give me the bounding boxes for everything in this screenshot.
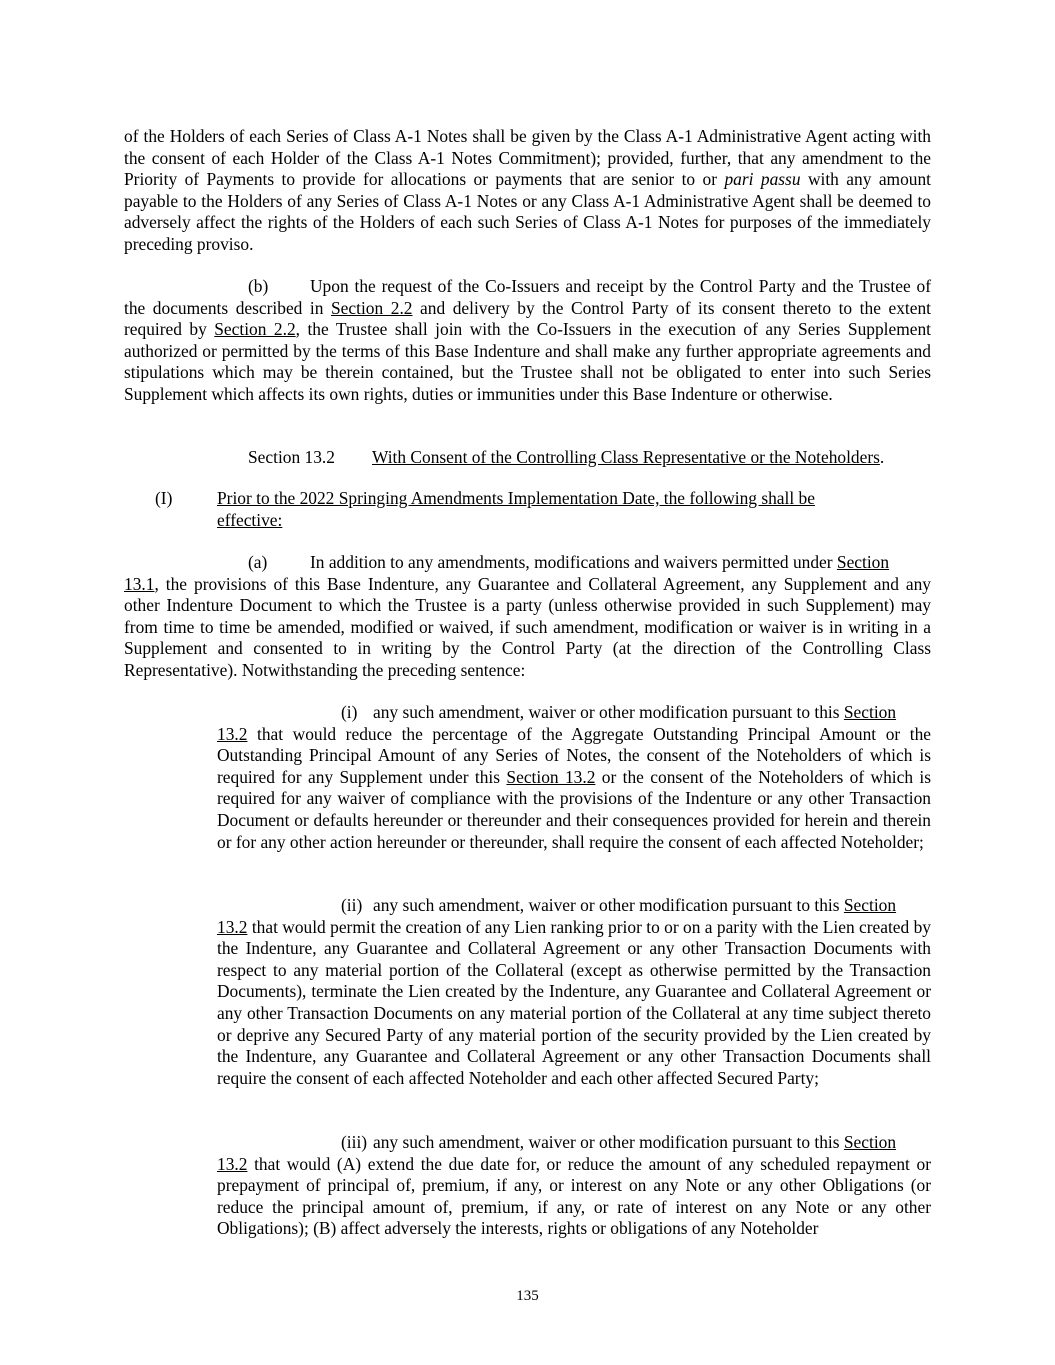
section-reference: Section 2.2	[331, 297, 413, 318]
page-number: 135	[516, 1288, 539, 1304]
clause-label: (ii)	[341, 895, 363, 915]
clause-i: (i) any such amendment, waiver or other modification pursuant to this Section 13.2 that would reduce the percentage of the Aggregate Outstanding Principal Amount or the Outstanding Principal Amount of any Series of Notes, the consent of the Noteholders of which is required for any Supplement under this Section 13.2 or the consent of the Noteholders of which is required for any waiver of compliance with the provisions of the Indenture or any other Transaction Document or defaults hereunder or thereunder and their consequences provided for herein and therein or for any other action hereunder or thereunder, shall require the consent of each affected Noteholder;	[217, 702, 931, 852]
paragraph-continuation: of the Holders of each Series of Class A-1 Notes shall be given by the Class A-1 Administrative Agent acting with the consent of each Holder of the Class A-1 Notes Commitment); provided, further, that any amendment to the Priority of Payments to provide for allocations or payments that are senior to or pari passu with any amount payable to the Holders of any Series of Class A-1 Notes or any Class A-1 Administrative Agent shall be deemed to adversely affect the rights of the Holders of each such Series of Class A-1 Notes for purposes of the immediately preceding proviso.	[124, 126, 932, 254]
paragraph-a: (a) In addition to any amendments, modifications and waivers permitted under Section 13.1, the provisions of this Base Indenture, any Guarantee and Collateral Agreement, any Supplement and any other Indenture Document to which the Trustee is a party (unless otherwise provided in such Supplement) may from time to time be amended, modified or waived, if such amendment, modification or waiver is in writing in a Supplement and consented to in writing by the Control Party (at the direction of the Controlling Class Representative). Notwithstanding the preceding sentence:	[124, 552, 931, 680]
section-reference: Section	[836, 552, 890, 572]
section-reference: 13.2	[217, 916, 248, 937]
paragraph-b: (b) Upon the request of the Co-Issuers and receipt by the Control Party and the Trustee of the documents described in Section 2.2 and delivery by the Control Party of its consent thereto to the extent required by Section 2.2, the Trustee shall join with the Co-Issuers in the execution of any Series Supplement authorized or permitted by the terms of this Base Indenture and shall make any further appropriate agreements and stipulations which may be therein contained, but the Trustee shall not be obligated to enter into such Series Supplement which affects its own rights, duties or immunities under this Base Indenture or otherwise.	[124, 276, 931, 404]
section-reference: 13.2	[217, 1153, 248, 1174]
section-reference: Section 2.2	[214, 319, 296, 340]
section-reference: Section	[843, 702, 897, 722]
roman-subsection-label: (I)	[155, 488, 173, 508]
section-number: Section 13.2	[248, 447, 335, 467]
clause-iii: (iii) any such amendment, waiver or other modification pursuant to this Section 13.2 that would (A) extend the due date for, or reduce the amount of any scheduled repayment or prepayment of principal of, premium, if any, or interest on any Note or any other Obligations (or reduce the principal amount of, premium, if any, or rate of interest on any Note or any other Obligations); (B) affect adversely the interests, rights or obligations of any Noteholder	[217, 1132, 931, 1239]
roman-subsection-heading: Prior to the 2022 Springing Amendments Implementation Date, the following shall be effective:	[217, 488, 815, 530]
section-reference: 13.1	[124, 573, 155, 594]
section-reference: Section 13.2	[506, 766, 596, 787]
clause-ii: (ii) any such amendment, waiver or other modification pursuant to this Section 13.2 that would permit the creation of any Lien ranking prior to or on a parity with the Lien created by the Indenture, any Guarantee and Collateral Agreement or any other Transaction Documents with respect to any material portion of the Collateral (except as otherwise permitted by the Transaction Documents), terminate the Lien created by the Indenture, any Guarantee and Collateral Agreement or any other Transaction Documents on any material portion of the Collateral at any time subject thereto or deprive any Secured Party of any material portion of the security provided by the Lien created by the Indenture, any Guarantee and Collateral Agreement or any other Transaction Documents shall require the consent of each affected Noteholder and each other affected Secured Party;	[217, 895, 931, 1088]
italic-term: pari passu	[724, 169, 801, 190]
clause-label: (i)	[341, 702, 358, 722]
section-reference: 13.2	[217, 723, 248, 744]
section-reference: Section	[843, 1132, 897, 1152]
clause-label: (iii)	[341, 1132, 368, 1152]
section-heading: Section 13.2 With Consent of the Controlling Class Representative or the Noteholders.	[248, 447, 885, 467]
section-reference: Section	[843, 895, 897, 915]
section-title: With Consent of the Controlling Class Representative or the Noteholders	[372, 447, 880, 467]
paragraph-label: (a)	[248, 552, 268, 572]
paragraph-label: (b)	[248, 276, 269, 296]
